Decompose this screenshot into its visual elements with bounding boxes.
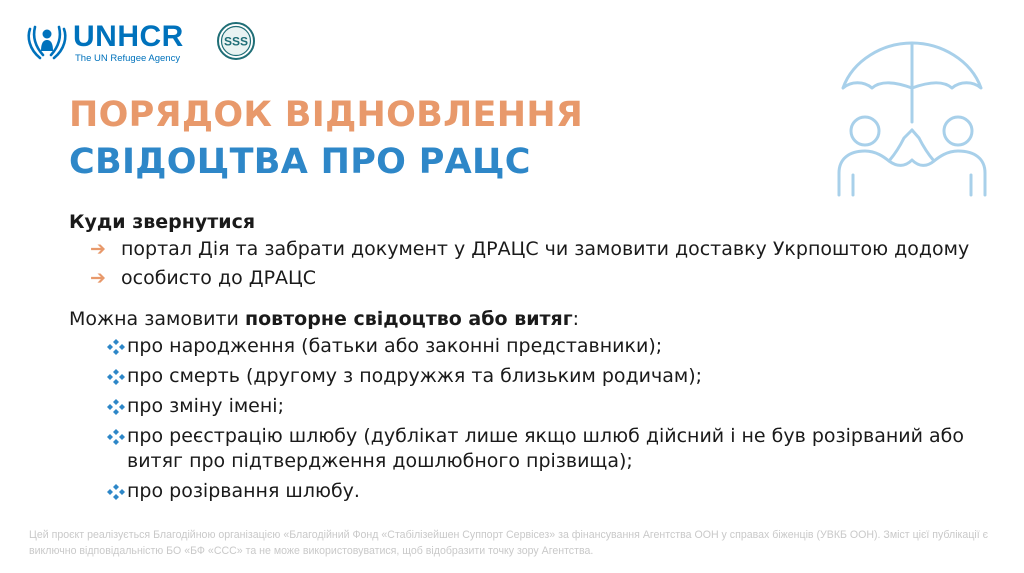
where-item-1: портал Дія та забрати документ у ДРАЦС чи замовити доставку Укрпоштою додому bbox=[121, 238, 970, 260]
list-item bbox=[69, 237, 989, 262]
list-item bbox=[69, 334, 989, 359]
diamond-bullet-icon bbox=[107, 369, 125, 385]
order-item-3: про зміну імені; bbox=[127, 395, 284, 417]
list-item bbox=[69, 424, 989, 474]
sss-logo-text: SSS bbox=[223, 34, 249, 49]
sss-logo bbox=[216, 21, 256, 61]
arrow-right-icon: ➔ bbox=[90, 267, 106, 289]
order-item-2: про смерть (другому з подружжя та близьким родичам); bbox=[127, 365, 703, 387]
where-list bbox=[69, 237, 989, 291]
title-line-2: СВІДОЦТВА ПРО РАЦС bbox=[69, 142, 531, 182]
order-intro-suffix: : bbox=[572, 308, 580, 330]
where-heading: Куди звернутися bbox=[69, 211, 256, 233]
diamond-bullet-icon bbox=[107, 339, 125, 355]
diamond-bullet-icon bbox=[107, 399, 125, 415]
arrow-right-icon: ➔ bbox=[90, 238, 106, 260]
unhcr-hands-icon bbox=[26, 21, 68, 61]
list-item bbox=[69, 394, 989, 419]
order-intro bbox=[69, 307, 989, 332]
order-item-5: про розірвання шлюбу. bbox=[127, 480, 360, 502]
unhcr-tagline: The UN Refugee Agency bbox=[75, 53, 181, 64]
unhcr-logo bbox=[26, 20, 196, 65]
order-item-4: про реєстрацію шлюбу (дублікат лише якщо шлюб дійсний і не був розірваний або витяг про підтвердження дошлюбного прізвища); bbox=[127, 425, 964, 472]
where-item-2: особисто до ДРАЦС bbox=[121, 267, 317, 289]
diamond-bullet-icon bbox=[107, 484, 125, 500]
funding-disclaimer: Цей проєкт реалізується Благодійною організацією «Благодійний Фонд «Стабілізейшен Суппорт Сервісез» за фінансування Агентства ООН у справах біженців (УВКБ ООН). Зміст цієї публікації є виключно відповідальністю БО «БФ «ССС» та не може використовуватися, щоб відобразити точку зору Агентства. bbox=[29, 529, 989, 557]
title-line-1: ПОРЯДОК ВІДНОВЛЕННЯ bbox=[69, 95, 584, 135]
slide-body bbox=[69, 210, 989, 509]
list-item bbox=[69, 364, 989, 389]
umbrella-family-icon bbox=[833, 40, 993, 204]
order-list bbox=[69, 334, 989, 504]
list-item bbox=[69, 266, 989, 291]
diamond-bullet-icon bbox=[107, 429, 125, 445]
order-intro-prefix: Можна замовити bbox=[69, 308, 245, 330]
slide-title bbox=[69, 92, 583, 186]
list-item bbox=[69, 479, 989, 504]
unhcr-wordmark: UNHCR bbox=[73, 20, 184, 53]
order-intro-bold: повторне свідоцтво або витяг bbox=[244, 308, 573, 330]
order-item-1: про народження (батьки або законні представники); bbox=[127, 335, 663, 357]
